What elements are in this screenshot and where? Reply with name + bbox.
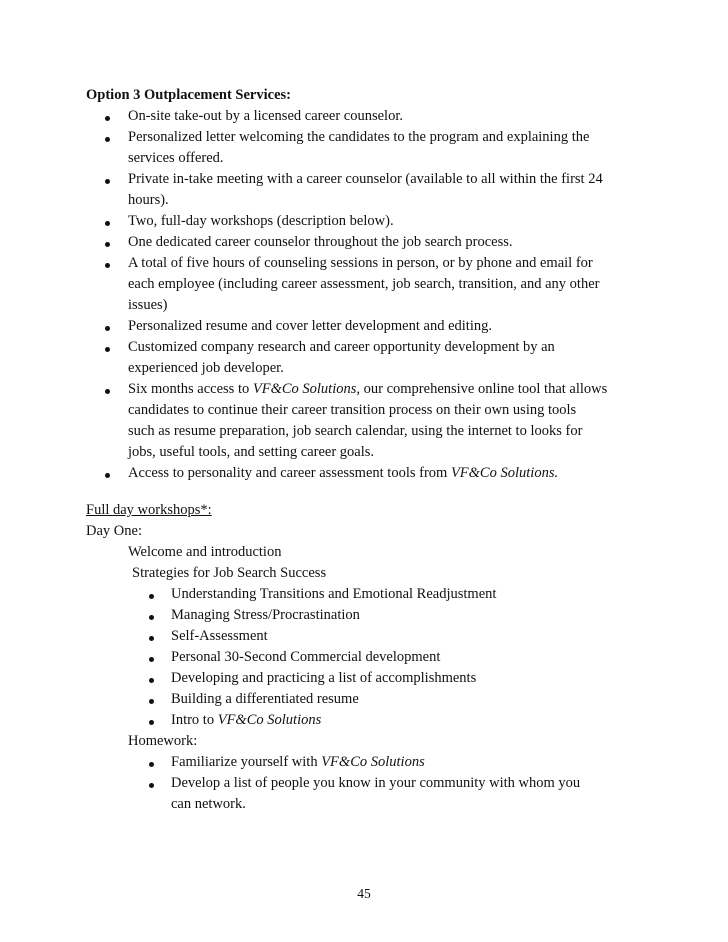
bullet-icon xyxy=(105,326,110,331)
topic-item: Self-Assessment xyxy=(171,628,268,644)
welcome-line: Welcome and introduction xyxy=(128,544,282,560)
list-item-continuation: services offered. xyxy=(128,150,224,166)
list-item-continuation: such as resume preparation, job search calendar, using the internet to looks for xyxy=(128,423,583,439)
bullet-icon xyxy=(149,615,154,620)
list-item: Personalized resume and cover letter development and editing. xyxy=(128,318,492,334)
brand-name: VF&Co Solutions xyxy=(217,712,322,728)
bullet-icon xyxy=(149,720,154,725)
bullet-icon xyxy=(149,783,154,788)
list-item: Access to personality and career assessment tools from VF&Co Solutions. xyxy=(128,465,559,481)
bullet-icon xyxy=(105,473,110,478)
bullet-icon xyxy=(149,762,154,767)
brand-name: VF&Co Solutions xyxy=(321,754,425,770)
topic-item: Managing Stress/Procrastination xyxy=(171,607,360,623)
bullet-icon xyxy=(105,263,110,268)
bullet-icon xyxy=(149,678,154,683)
list-item: Private in-take meeting with a career counselor (available to all within the first 24 xyxy=(128,171,603,187)
brand-name: VF&Co Solutions xyxy=(252,381,357,397)
workshops-heading: Full day workshops*: xyxy=(86,502,212,518)
page-number: 45 xyxy=(357,886,371,901)
bullet-icon xyxy=(105,389,110,394)
list-item: Customized company research and career opportunity development by an xyxy=(128,339,555,355)
list-item: Six months access to VF&Co Solutions, our comprehensive online tool that allows xyxy=(128,381,608,397)
brand-name: VF&Co Solutions. xyxy=(450,465,559,481)
bullet-icon xyxy=(149,636,154,641)
day-one-label: Day One: xyxy=(86,523,142,539)
list-item: On-site take-out by a licensed career counselor. xyxy=(128,108,403,124)
homework-item: Familiarize yourself with VF&Co Solutions xyxy=(171,754,425,770)
topic-item: Building a differentiated resume xyxy=(171,691,359,707)
list-item-continuation: jobs, useful tools, and setting career goals. xyxy=(128,444,375,460)
topic-item: Intro to VF&Co Solutions xyxy=(171,712,322,728)
list-item-continuation: each employee (including career assessment, job search, transition, and any other xyxy=(128,276,600,292)
list-item-continuation: issues) xyxy=(128,297,168,313)
bullet-icon xyxy=(105,347,110,352)
strategies-line: Strategies for Job Search Success xyxy=(132,565,327,581)
bullet-icon xyxy=(149,657,154,662)
bullet-icon xyxy=(105,116,110,121)
topic-item: Developing and practicing a list of accomplishments xyxy=(171,670,477,686)
list-item-continuation: hours). xyxy=(128,192,169,208)
topic-item: Personal 30-Second Commercial development xyxy=(171,649,441,665)
section-heading: Option 3 Outplacement Services: xyxy=(86,87,291,103)
homework-item: Develop a list of people you know in your community with whom you xyxy=(171,775,581,791)
list-item-continuation: candidates to continue their career transition process on their own using tools xyxy=(128,402,577,418)
bullet-icon xyxy=(105,179,110,184)
bullet-icon xyxy=(105,221,110,226)
list-item: A total of five hours of counseling sessions in person, or by phone and email for xyxy=(128,255,593,271)
bullet-icon xyxy=(105,137,110,142)
list-item: One dedicated career counselor throughout the job search process. xyxy=(128,234,513,250)
bullet-icon xyxy=(149,699,154,704)
list-item: Two, full-day workshops (description below). xyxy=(128,213,394,229)
bullet-icon xyxy=(105,242,110,247)
homework-item-continuation: can network. xyxy=(171,796,246,812)
bullet-icon xyxy=(149,594,154,599)
topic-item: Understanding Transitions and Emotional Readjustment xyxy=(171,586,497,602)
list-item-continuation: experienced job developer. xyxy=(128,360,284,376)
list-item: Personalized letter welcoming the candidates to the program and explaining the xyxy=(128,129,590,145)
homework-label: Homework: xyxy=(128,733,198,749)
